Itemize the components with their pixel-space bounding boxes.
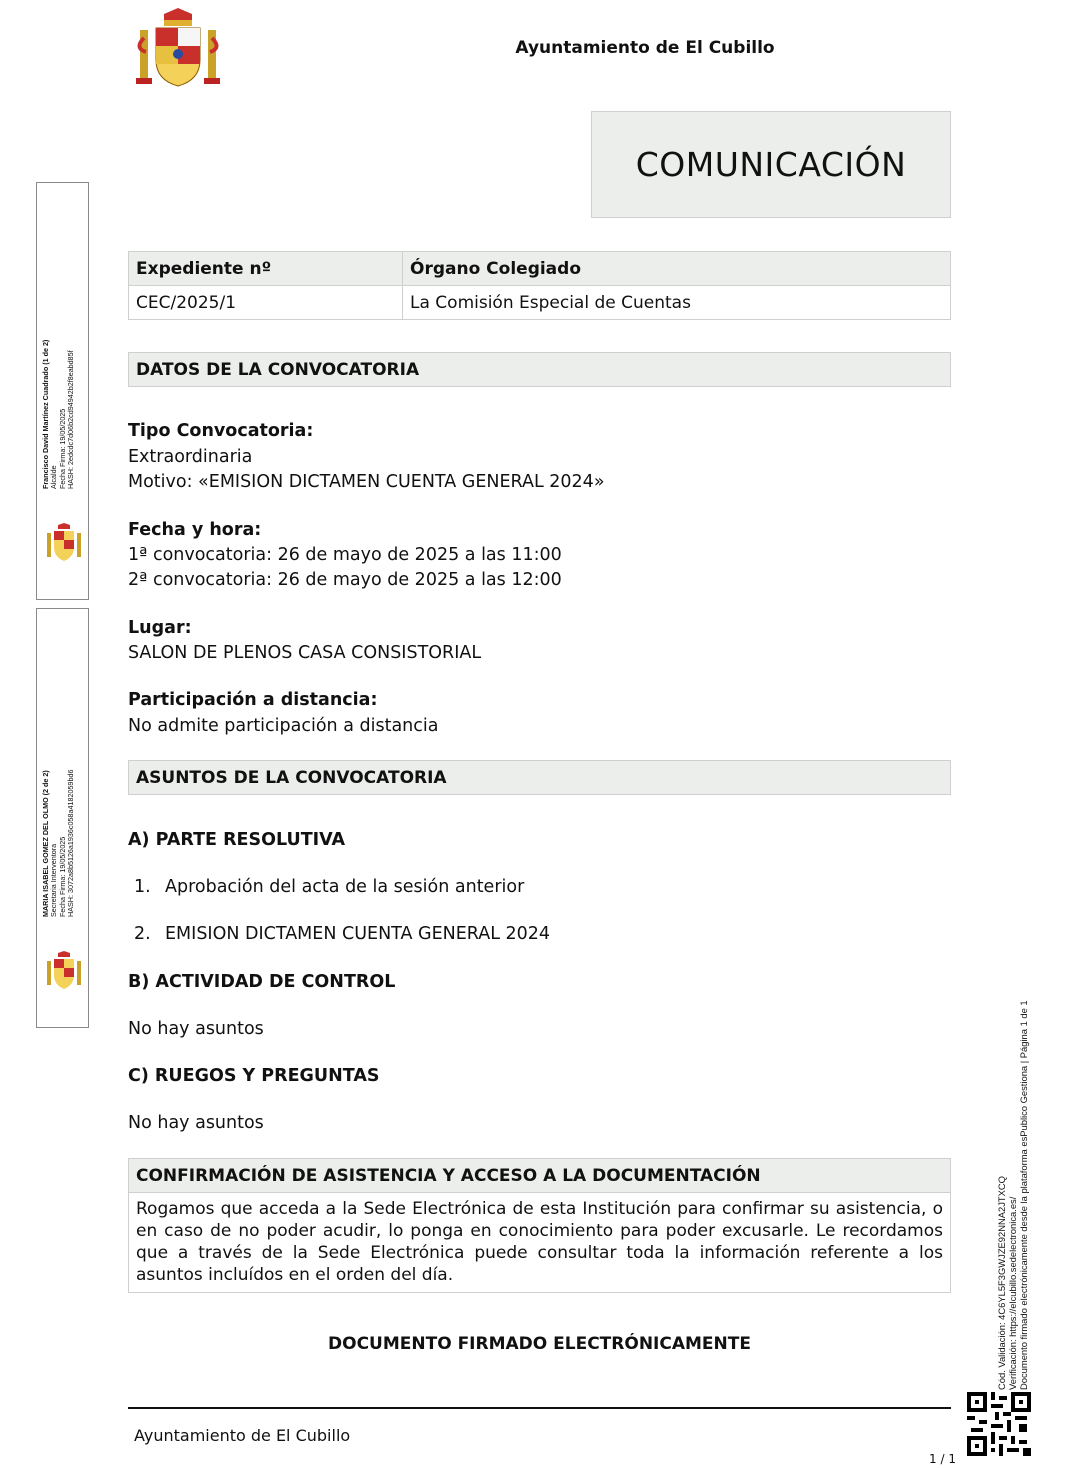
- signer-1-name: Francisco David Martínez Cuadrado (1 de 2): [41, 339, 50, 489]
- list-item: [134, 924, 550, 944]
- info-table: [128, 251, 951, 320]
- footer-divider: [128, 1407, 951, 1409]
- parte-a-title: A) PARTE RESOLUTIVA: [128, 830, 346, 850]
- datos-section-title: DATOS DE LA CONVOCATORIA: [128, 352, 951, 387]
- confirmacion-body: Rogamos que acceda a la Sede Electrónica de esta Institución para confirmar su asistencia, o en caso de no poder acudir, lo ponga en conocimiento para poder excusarle. Le recordamos que a través de la Sede Electrónica puede consultar toda la información referente a los asuntos incluídos en el orden del día.: [128, 1193, 951, 1293]
- distancia-value: No admite participación a distancia: [128, 716, 439, 736]
- verification-url: Verificación: https://elcubillo.sedelectronica.es/: [1007, 1196, 1019, 1390]
- expediente-value: CEC/2025/1: [129, 286, 403, 320]
- fecha-label: Fecha y hora:: [128, 520, 262, 540]
- asuntos-section-title: ASUNTOS DE LA CONVOCATORIA: [128, 760, 951, 795]
- list-item-number: 2.: [134, 924, 151, 944]
- motivo-text: Motivo: «EMISION DICTAMEN CUENTA GENERAL 2024»: [128, 472, 605, 492]
- segunda-convocatoria: 2ª convocatoria: 26 de mayo de 2025 a las 12:00: [128, 570, 562, 590]
- list-item-text: EMISION DICTAMEN CUENTA GENERAL 2024: [165, 924, 551, 944]
- parte-c-text: No hay asuntos: [128, 1113, 264, 1133]
- signer-2-role: Secretaria Interventora: [49, 843, 59, 917]
- validation-code: Cód. Validación: 4C6YL5F3GWJZE92NNA2JTXCQ: [996, 1176, 1007, 1390]
- page-number: 1 / 1: [929, 1452, 956, 1466]
- header-title: Ayuntamiento de El Cubillo: [515, 38, 775, 58]
- qr-code-icon: [967, 1392, 1031, 1456]
- lugar-value: SALON DE PLENOS CASA CONSISTORIAL: [128, 643, 482, 663]
- signature-emblem-icon: [46, 951, 82, 991]
- signer-2-date: Fecha Firma: 19/05/2025: [57, 836, 67, 917]
- list-item-text: Aprobación del acta de la sesión anterior: [165, 877, 525, 897]
- signature-emblem-icon: [46, 523, 82, 563]
- lugar-label: Lugar:: [128, 618, 192, 638]
- verification-text: [996, 1000, 1030, 1390]
- primera-convocatoria: 1ª convocatoria: 26 de mayo de 2025 a las 11:00: [128, 545, 562, 565]
- footer-institution: Ayuntamiento de El Cubillo: [134, 1426, 351, 1445]
- parte-b-text: No hay asuntos: [128, 1019, 264, 1039]
- parte-b-title: B) ACTIVIDAD DE CONTROL: [128, 972, 396, 992]
- expediente-header: Expediente nº: [129, 252, 403, 286]
- tipo-label: Tipo Convocatoria:: [128, 421, 314, 441]
- confirmacion-title: CONFIRMACIÓN DE ASISTENCIA Y ACCESO A LA DOCUMENTACIÓN: [128, 1158, 951, 1193]
- signature-box-2: [36, 608, 89, 1028]
- signer-2-name: MARIA ISABEL GOMEZ DEL OLMO (2 de 2): [41, 770, 50, 917]
- coat-of-arms-icon: [134, 8, 222, 90]
- signer-1-hash: HASH: 2edcdc7d06b2cd94942b2f8eabd85f: [66, 350, 76, 489]
- distancia-label: Participación a distancia:: [128, 690, 378, 710]
- signer-1-date: Fecha Firma: 19/05/2025: [57, 408, 67, 489]
- organo-header: Órgano Colegiado: [403, 252, 951, 286]
- platform-notice: Documento firmado electrónicamente desde la plataforma esPublico Gestiona | Página 1 de 1: [1018, 1000, 1030, 1390]
- signed-notice: DOCUMENTO FIRMADO ELECTRÓNICAMENTE: [328, 1334, 751, 1354]
- organo-value: La Comisión Especial de Cuentas: [403, 286, 951, 320]
- signature-box-1: [36, 182, 89, 600]
- document-type-title: COMUNICACIÓN: [591, 111, 951, 218]
- tipo-value: Extraordinaria: [128, 447, 253, 467]
- list-item: [134, 877, 524, 897]
- list-item-number: 1.: [134, 877, 151, 897]
- signer-1-role: Alcalde: [49, 465, 59, 489]
- signer-2-hash: HASH: 3072a8b5126a1936c058a4182059bd6: [66, 769, 76, 917]
- parte-c-title: C) RUEGOS Y PREGUNTAS: [128, 1066, 380, 1086]
